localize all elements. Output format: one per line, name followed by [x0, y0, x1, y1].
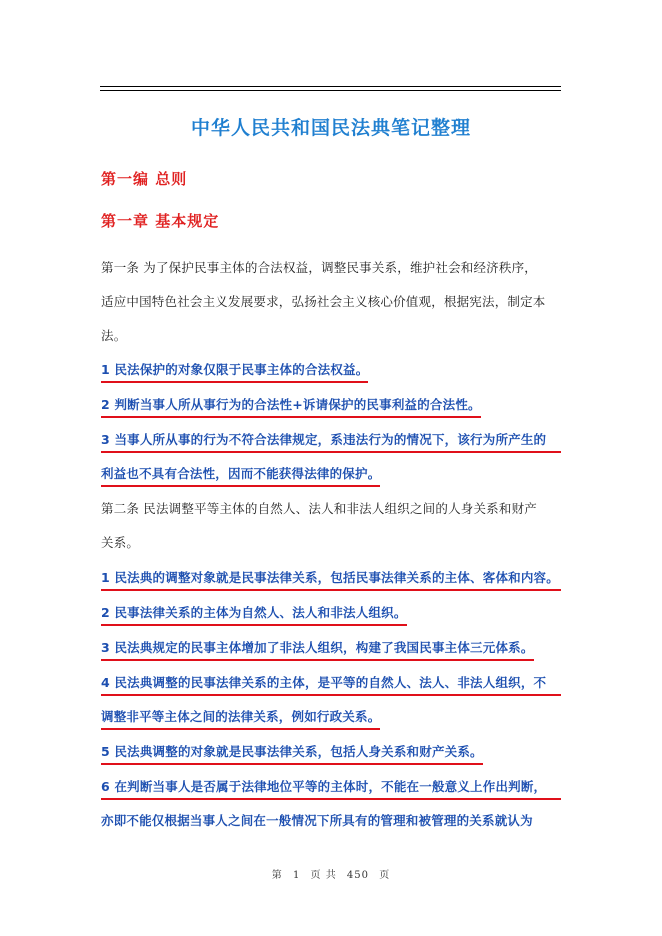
part-heading: 第一编 总则 — [101, 170, 188, 188]
note-1-3-line-2: 利益也不具有合法性，因而不能获得法律的保护。 — [101, 464, 380, 487]
article-2-line-2: 关系。 — [101, 535, 140, 550]
footer-prefix: 第 — [271, 870, 283, 881]
document-title: 中华人民共和国民法典笔记整理 — [190, 117, 471, 139]
note-2-4-line-1: 4 民法典调整的民事法律关系的主体，是平等的自然人、法人、非法人组织，不 — [101, 673, 561, 696]
article-2-line-1: 第二条 民法调整平等主体的自然人、法人和非法人组织之间的人身关系和财产 — [101, 501, 537, 516]
footer-page-total: 450 — [346, 870, 370, 881]
article-1-line-3: 法。 — [101, 328, 127, 343]
note-2-6-line-1: 6 在判断当事人是否属于法律地位平等的主体时，不能在一般意义上作出判断， — [101, 777, 561, 800]
article-1-line-2: 适应中国特色社会主义发展要求，弘扬社会主义核心价值观，根据宪法，制定本 — [101, 294, 546, 309]
note-2-4-line-2: 调整非平等主体之间的法律关系，例如行政关系。 — [101, 707, 380, 730]
note-2-2: 2 民事法律关系的主体为自然人、法人和非法人组织。 — [101, 603, 407, 626]
footer-page-number: 1 — [292, 870, 301, 881]
note-2-1: 1 民法典的调整对象就是民事法律关系，包括民事法律关系的主体、客体和内容。 — [101, 568, 561, 591]
note-1-3-line-1: 3 当事人所从事的行为不符合法律规定，系违法行为的情况下，该行为所产生的 — [101, 430, 561, 453]
note-1-2: 2 判断当事人所从事行为的合法性+诉请保护的民事利益的合法性。 — [101, 395, 481, 418]
header-rule-thin — [100, 86, 561, 87]
article-1-line-1: 第一条 为了保护民事主体的合法权益，调整民事关系，维护社会和经济秩序， — [101, 260, 537, 275]
note-2-3: 3 民法典规定的民事主体增加了非法人组织，构建了我国民事主体三元体系。 — [101, 638, 534, 661]
note-2-6-line-2: 亦即不能仅根据当事人之间在一般情况下所具有的管理和被管理的关系就认为 — [101, 813, 533, 828]
footer-suffix: 页 — [379, 870, 391, 881]
page-footer — [0, 866, 662, 881]
note-2-5: 5 民法典调整的对象就是民事法律关系，包括人身关系和财产关系。 — [101, 742, 483, 765]
chapter-heading: 第一章 基本规定 — [101, 212, 220, 230]
header-rule-thick — [100, 90, 561, 91]
footer-mid: 页 共 — [310, 870, 337, 881]
note-1-1: 1 民法保护的对象仅限于民事主体的合法权益。 — [101, 360, 368, 383]
